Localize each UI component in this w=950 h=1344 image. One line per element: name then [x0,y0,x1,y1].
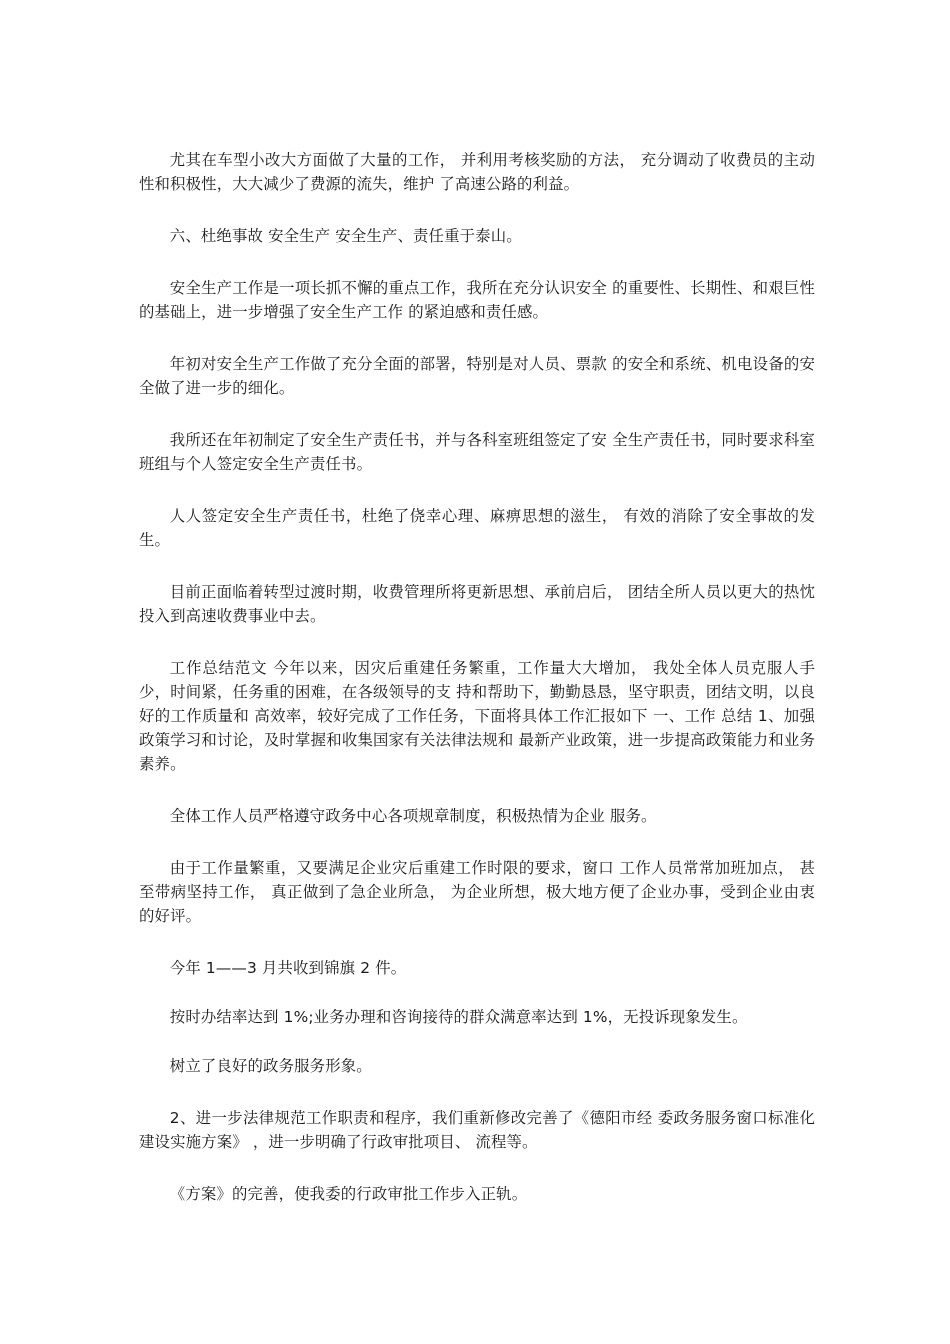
paragraph: 尤其在车型小改大方面做了大量的工作， 并利用考核奖励的方法， 充分调动了收费员的主动性和积极性，大大减少了费源的流失，维护 了高速公路的利益。 [139,151,815,193]
paragraph: 目前正面临着转型过渡时期，收费管理所将更新思想、承前启后， 团结全所人员以更大的热忱投入到高速收费事业中去。 [139,583,815,625]
paragraph: 今年 1——3 月共收到锦旗 2 件。 [169,959,407,977]
paragraph: 全体工作人员严格遵守政务中心各项规章制度，积极热情为企业 服务。 [169,807,657,825]
section-heading: 六、杜绝事故 安全生产 安全生产、责任重于泰山。 [169,227,522,245]
document-body [139,148,815,1234]
paragraph: 2、进一步法律规范工作职责和程序，我们重新修改完善了《德阳市经 委政务服务窗口标准化建设实施方案》 ，进一步明确了行政审批项目、 流程等。 [139,1109,815,1151]
paragraph: 人人签定安全生产责任书，杜绝了侥幸心理、麻痹思想的滋生， 有效的消除了安全事故的发生。 [139,507,815,549]
paragraph: 《方案》的完善，使我委的行政审批工作步入正轨。 [169,1185,528,1203]
paragraph: 树立了良好的政务服务形象。 [169,1057,372,1075]
paragraph: 安全生产工作是一项长抓不懈的重点工作，我所在充分认识安全 的重要性、长期性、和艰巨性的基础上，进一步增强了安全生产工作 的紧迫感和责任感。 [139,279,815,321]
paragraph: 按时办结率达到 1%;业务办理和咨询接待的群众满意率达到 1%，无投诉现象发生。 [169,1008,748,1026]
paragraph: 由于工作量繁重，又要满足企业灾后重建工作时限的要求，窗口 工作人员常常加班加点， 甚至带病坚持工作， 真正做到了急企业所急， 为企业所想，极大地方便了企业办事，受到企业由衷的好评。 [139,859,815,925]
paragraph: 年初对安全生产工作做了充分全面的部署，特别是对人员、票款 的安全和系统、机电设备的安全做了进一步的细化。 [139,355,815,397]
paragraph: 我所还在年初制定了安全生产责任书，并与各科室班组签定了安 全生产责任书，同时要求科室班组与个人签定安全生产责任书。 [139,431,815,473]
paragraph: 工作总结范文 今年以来，因灾后重建任务繁重，工作量大大增加， 我处全体人员克服人手少，时间紧，任务重的困难，在各级领导的支 持和帮助下，勤勤恳恳，坚守职责，团结文明，以良好的工作质量和 高效率，较好完成了工作任务，下面将具体工作汇报如下 一、工作 总结 1、加强政策学习和讨论，及时掌握和收集国家有关法律法规和 最新产业政策，进一步提高政策能力和业务素养。 [139,659,815,773]
